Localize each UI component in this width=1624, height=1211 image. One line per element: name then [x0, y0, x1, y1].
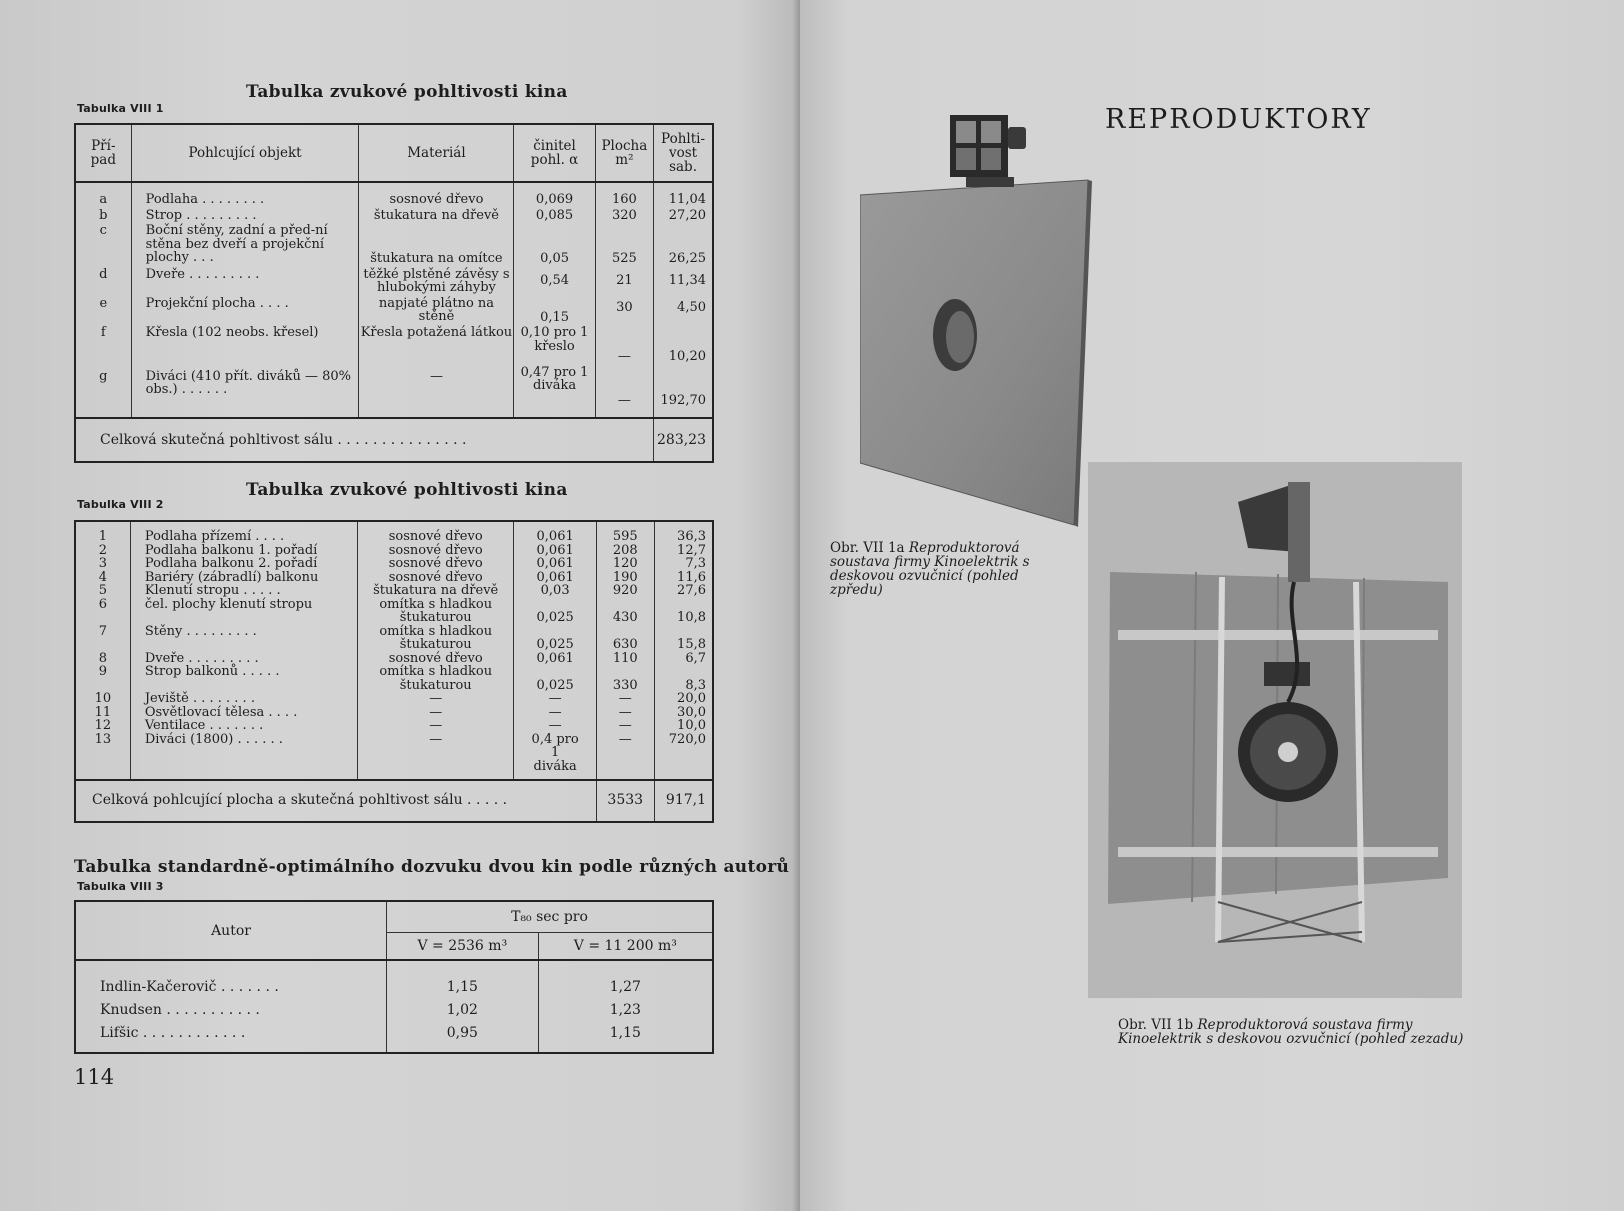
cell-abs: 26,25: [668, 251, 706, 266]
page-number: 114: [74, 1065, 115, 1089]
cell-area: 110: [612, 650, 638, 666]
cell-v2: 1,27: [609, 978, 641, 995]
cell-object: Dveře . . . . . . . . .: [131, 266, 359, 295]
figure1-caption: [830, 541, 1035, 597]
cell-area: 120: [612, 556, 638, 571]
cell-v2: 1,15: [609, 1024, 641, 1041]
cell-object: Podlaha . . . . . . . .: [131, 182, 359, 207]
cell-area: —: [618, 718, 632, 733]
table2: [74, 520, 714, 823]
cell-area: 21: [595, 266, 653, 295]
table1-total-value: 283,23: [654, 418, 713, 462]
cell-area: 525: [595, 222, 653, 266]
cell-case: 9: [98, 664, 108, 679]
cell-case: 13: [94, 731, 112, 747]
cell-object: Strop . . . . . . . . .: [131, 207, 359, 223]
cell-case: 1: [98, 529, 108, 544]
cell-area: 330: [612, 677, 638, 693]
table1-total-label: Celková skutečná pohltivost sálu . . . . . . . . . . . . . . .: [75, 418, 654, 462]
cell-material: omítka s hladkou štukaturou: [379, 623, 493, 652]
table-row: [75, 266, 713, 295]
table3-header-v1: V = 2536 m³: [387, 933, 539, 961]
cell-author: Knudsen . . . . . . . . . . .: [75, 998, 387, 1021]
table2-case-col: [75, 521, 130, 780]
table1-header-area: Plocha m²: [595, 124, 653, 182]
cell-area: 30: [595, 295, 653, 325]
cell-abs: 192,70: [660, 392, 706, 408]
table3-header-row: [75, 901, 713, 933]
cell-object: Strop balkonů . . . . .: [144, 664, 280, 679]
cell-case: b: [75, 207, 131, 223]
cell-case: 7: [98, 623, 108, 639]
cell-case: e: [75, 295, 131, 325]
cell-coef: 0,061: [536, 556, 574, 571]
figure1-caption-text: Reproduktorová soustava firmy Kinoelektrik s deskovou ozvučnicí (pohled zpředu): [830, 540, 1030, 598]
cell-coef: 0,47 pro 1 diváka: [514, 364, 595, 419]
table1-label: Tabulka VIII 1: [77, 102, 164, 115]
cell-abs: 10,8: [677, 610, 706, 625]
cell-abs: 11,34: [668, 272, 706, 288]
table-row: [75, 182, 713, 207]
cell-object: Ventilace . . . . . . .: [144, 718, 264, 733]
table-row: [75, 521, 713, 780]
cell-material: sosnové dřevo: [388, 529, 483, 544]
cell-area: —: [595, 364, 653, 419]
cell-material: —: [429, 704, 443, 720]
table2-total-value: 917,1: [654, 780, 713, 822]
table3-label: Tabulka VIII 3: [77, 880, 164, 893]
cell-material: —: [429, 731, 443, 747]
cell-object: Stěny . . . . . . . . .: [144, 623, 257, 639]
table-row: [75, 998, 713, 1021]
cell-abs: 10,20: [668, 349, 706, 364]
cell-object: Klenutí stropu . . . . .: [144, 583, 281, 598]
cell-area: 595: [612, 529, 638, 544]
table2-area-col: [596, 521, 654, 780]
cell-material: sosnové dřevo: [388, 650, 483, 666]
cell-object: Podlaha balkonu 1. pořadí: [144, 542, 318, 558]
cell-coef: 0,061: [536, 569, 574, 585]
cell-object: Bariéry (zábradlí) balkonu: [144, 569, 319, 585]
cell-case: 2: [98, 542, 108, 558]
table2-object-col: [130, 521, 357, 780]
cell-area: —: [618, 691, 632, 706]
cell-material: napjaté plátno na stěně: [359, 295, 514, 325]
cell-object: Podlaha balkonu 2. pořadí: [144, 556, 318, 571]
cell-abs: 720,0: [668, 731, 706, 747]
cell-area: —: [618, 731, 632, 747]
cell-object: Jeviště . . . . . . . .: [144, 691, 255, 706]
cell-area: —: [618, 704, 632, 720]
cell-area: 630: [612, 637, 638, 652]
cell-material: štukatura na dřevě: [359, 207, 514, 223]
cell-abs: 6,7: [685, 650, 706, 666]
cell-abs: 27,6: [677, 583, 706, 598]
cell-object: Křesla (102 neobs. křesel): [131, 324, 359, 364]
cell-material: sosnové dřevo: [359, 182, 514, 207]
cell-object: čel. plochy klenutí stropu: [144, 596, 313, 612]
cell-coef: 0,061: [536, 529, 574, 544]
cell-case: a: [75, 182, 131, 207]
cell-coef: —: [548, 691, 562, 706]
table3-title: Tabulka standardně-optimálního dozvuku dvou kin podle různých autorů: [74, 857, 790, 877]
cell-coef: 0,4 pro 1 diváka: [531, 731, 579, 774]
cell-object: Boční stěny, zadní a před-ní stěna bez dveří a projekční plochy . . .: [131, 222, 359, 266]
table2-total-row: [75, 780, 713, 822]
cell-coef: 0,15: [514, 295, 595, 325]
cell-material: sosnové dřevo: [388, 556, 483, 571]
cell-abs: 11,6: [677, 569, 706, 585]
table1-header-case: Pří- pad: [75, 124, 131, 182]
cell-case: 6: [98, 596, 108, 612]
cell-material: Křesla potažená látkou: [359, 324, 514, 364]
cell-coef: 0,10 pro 1 křeslo: [514, 324, 595, 364]
cell-abs: 4,50: [677, 299, 706, 315]
cell-object: Osvětlovací tělesa . . . .: [144, 704, 298, 720]
cell-coef: 0,085: [514, 207, 595, 223]
cell-coef: —: [548, 704, 562, 720]
cell-case: 5: [98, 583, 108, 598]
table1-header-object: Pohlcující objekt: [131, 124, 359, 182]
table-row: [75, 295, 713, 325]
cell-coef: 0,061: [536, 542, 574, 558]
cell-material: —: [429, 718, 443, 733]
table1-header-abs: Pohlti- vost sab.: [654, 124, 713, 182]
cell-object: Diváci (410 přít. diváků — 80% obs.) . . . . . .: [131, 364, 359, 419]
cell-v1: 0,95: [387, 1021, 539, 1053]
table-row: [75, 324, 713, 364]
cell-material: těžké plstěné závěsy s hlubokými záhyby: [359, 266, 514, 295]
table2-total-area: 3533: [596, 780, 654, 822]
cell-abs: 20,0: [677, 691, 706, 706]
cell-case: d: [75, 266, 131, 295]
table-row: [75, 364, 713, 419]
cell-author: Lifšic . . . . . . . . . . . .: [75, 1021, 387, 1053]
table2-abs-col: [654, 521, 713, 780]
cell-material: štukatura na omítce: [359, 222, 514, 266]
cell-case: 4: [98, 569, 108, 585]
cell-coef: 0,05: [514, 222, 595, 266]
cell-area: —: [595, 324, 653, 364]
figure2-caption: [1118, 1018, 1498, 1046]
cell-object: Podlaha přízemí . . . .: [144, 529, 285, 544]
figure2-caption-prefix: Obr. VII 1b: [1118, 1017, 1198, 1033]
cell-abs: 11,04: [668, 192, 706, 207]
cell-coef: 0,54: [514, 266, 595, 295]
cell-case: g: [75, 364, 131, 419]
right-page: [800, 0, 1624, 1211]
table1-header-material: Materiál: [359, 124, 514, 182]
cell-area: 190: [612, 569, 638, 585]
cell-abs: 12,7: [677, 542, 706, 558]
cell-author: Indlin-Kačerovič . . . . . . .: [75, 960, 387, 998]
table3-header-tsec: T₈₀ sec pro: [387, 901, 714, 933]
cell-v1: 1,02: [387, 998, 539, 1021]
cell-coef: 0,025: [536, 610, 574, 625]
cell-case: 12: [94, 718, 112, 733]
figure1-caption-prefix: Obr. VII 1a: [830, 540, 909, 556]
table1-header-row: [75, 124, 713, 182]
table3-header-v2: V = 11 200 m³: [538, 933, 713, 961]
cell-coef: 0,069: [514, 182, 595, 207]
loudspeaker-rear-photo: [1088, 462, 1462, 998]
cell-abs: 10,0: [677, 718, 706, 733]
cell-abs: 7,3: [685, 556, 706, 571]
cell-coef: —: [548, 718, 562, 733]
cell-abs: 8,3: [685, 677, 706, 693]
figure2-caption-text: Reproduktorová soustava firmy Kinoelektrik s deskovou ozvučnicí (pohled zezadu): [1118, 1017, 1464, 1047]
cell-material: sosnové dřevo: [388, 569, 483, 585]
cell-material: omítka s hladkou štukaturou: [379, 596, 493, 625]
cell-case: 11: [94, 704, 112, 720]
cell-coef: 0,025: [536, 677, 574, 693]
table1-total-row: [75, 418, 713, 462]
cell-abs: 30,0: [677, 704, 706, 720]
cell-v1: 1,15: [387, 960, 539, 998]
table1: [74, 123, 714, 463]
table2-total-label: Celková pohlcující plocha a skutečná pohltivost sálu . . . . .: [75, 780, 596, 822]
cell-material: omítka s hladkou štukaturou: [379, 664, 493, 693]
cell-material: —: [359, 364, 514, 419]
cell-area: 920: [612, 583, 638, 598]
table-row: [75, 960, 713, 998]
cell-object: Dveře . . . . . . . . .: [144, 650, 259, 666]
cell-object: Diváci (1800) . . . . . .: [144, 731, 283, 747]
cell-material: —: [429, 691, 443, 706]
cell-case: 8: [98, 650, 108, 666]
table2-material-col: [357, 521, 513, 780]
cell-case: 3: [98, 556, 108, 571]
table3-header-author: Autor: [75, 901, 387, 960]
table-row: [75, 1021, 713, 1053]
cell-material: štukatura na dřevě: [373, 583, 499, 598]
cell-abs: 36,3: [677, 529, 706, 544]
cell-abs: 27,20: [668, 207, 706, 223]
table1-title: Tabulka zvukové pohltivosti kina: [246, 82, 568, 102]
section-title: REPRODUKTORY: [1105, 104, 1372, 135]
cell-coef: 0,061: [536, 650, 574, 666]
cell-coef: 0,025: [536, 637, 574, 652]
cell-case: c: [75, 222, 131, 266]
cell-material: sosnové dřevo: [388, 542, 483, 558]
table2-label: Tabulka VIII 2: [77, 498, 164, 511]
cell-v2: 1,23: [609, 1001, 641, 1018]
table2-title: Tabulka zvukové pohltivosti kina: [246, 480, 568, 500]
left-page: [0, 0, 800, 1211]
cell-case: f: [75, 324, 131, 364]
cell-area: 430: [612, 610, 638, 625]
loudspeaker-front-photo: [860, 105, 1100, 535]
cell-area: 160: [595, 182, 653, 207]
cell-case: 10: [94, 691, 112, 706]
cell-area: 208: [612, 542, 638, 558]
cell-object: Projekční plocha . . . .: [131, 295, 359, 325]
table2-coef-col: [514, 521, 596, 780]
cell-coef: 0,03: [540, 583, 570, 598]
table-row: [75, 207, 713, 223]
table3: [74, 900, 714, 1054]
cell-abs: 15,8: [677, 637, 706, 652]
table1-header-coef: činitel pohl. α: [514, 124, 595, 182]
table-row: [75, 222, 713, 266]
cell-area: 320: [595, 207, 653, 223]
